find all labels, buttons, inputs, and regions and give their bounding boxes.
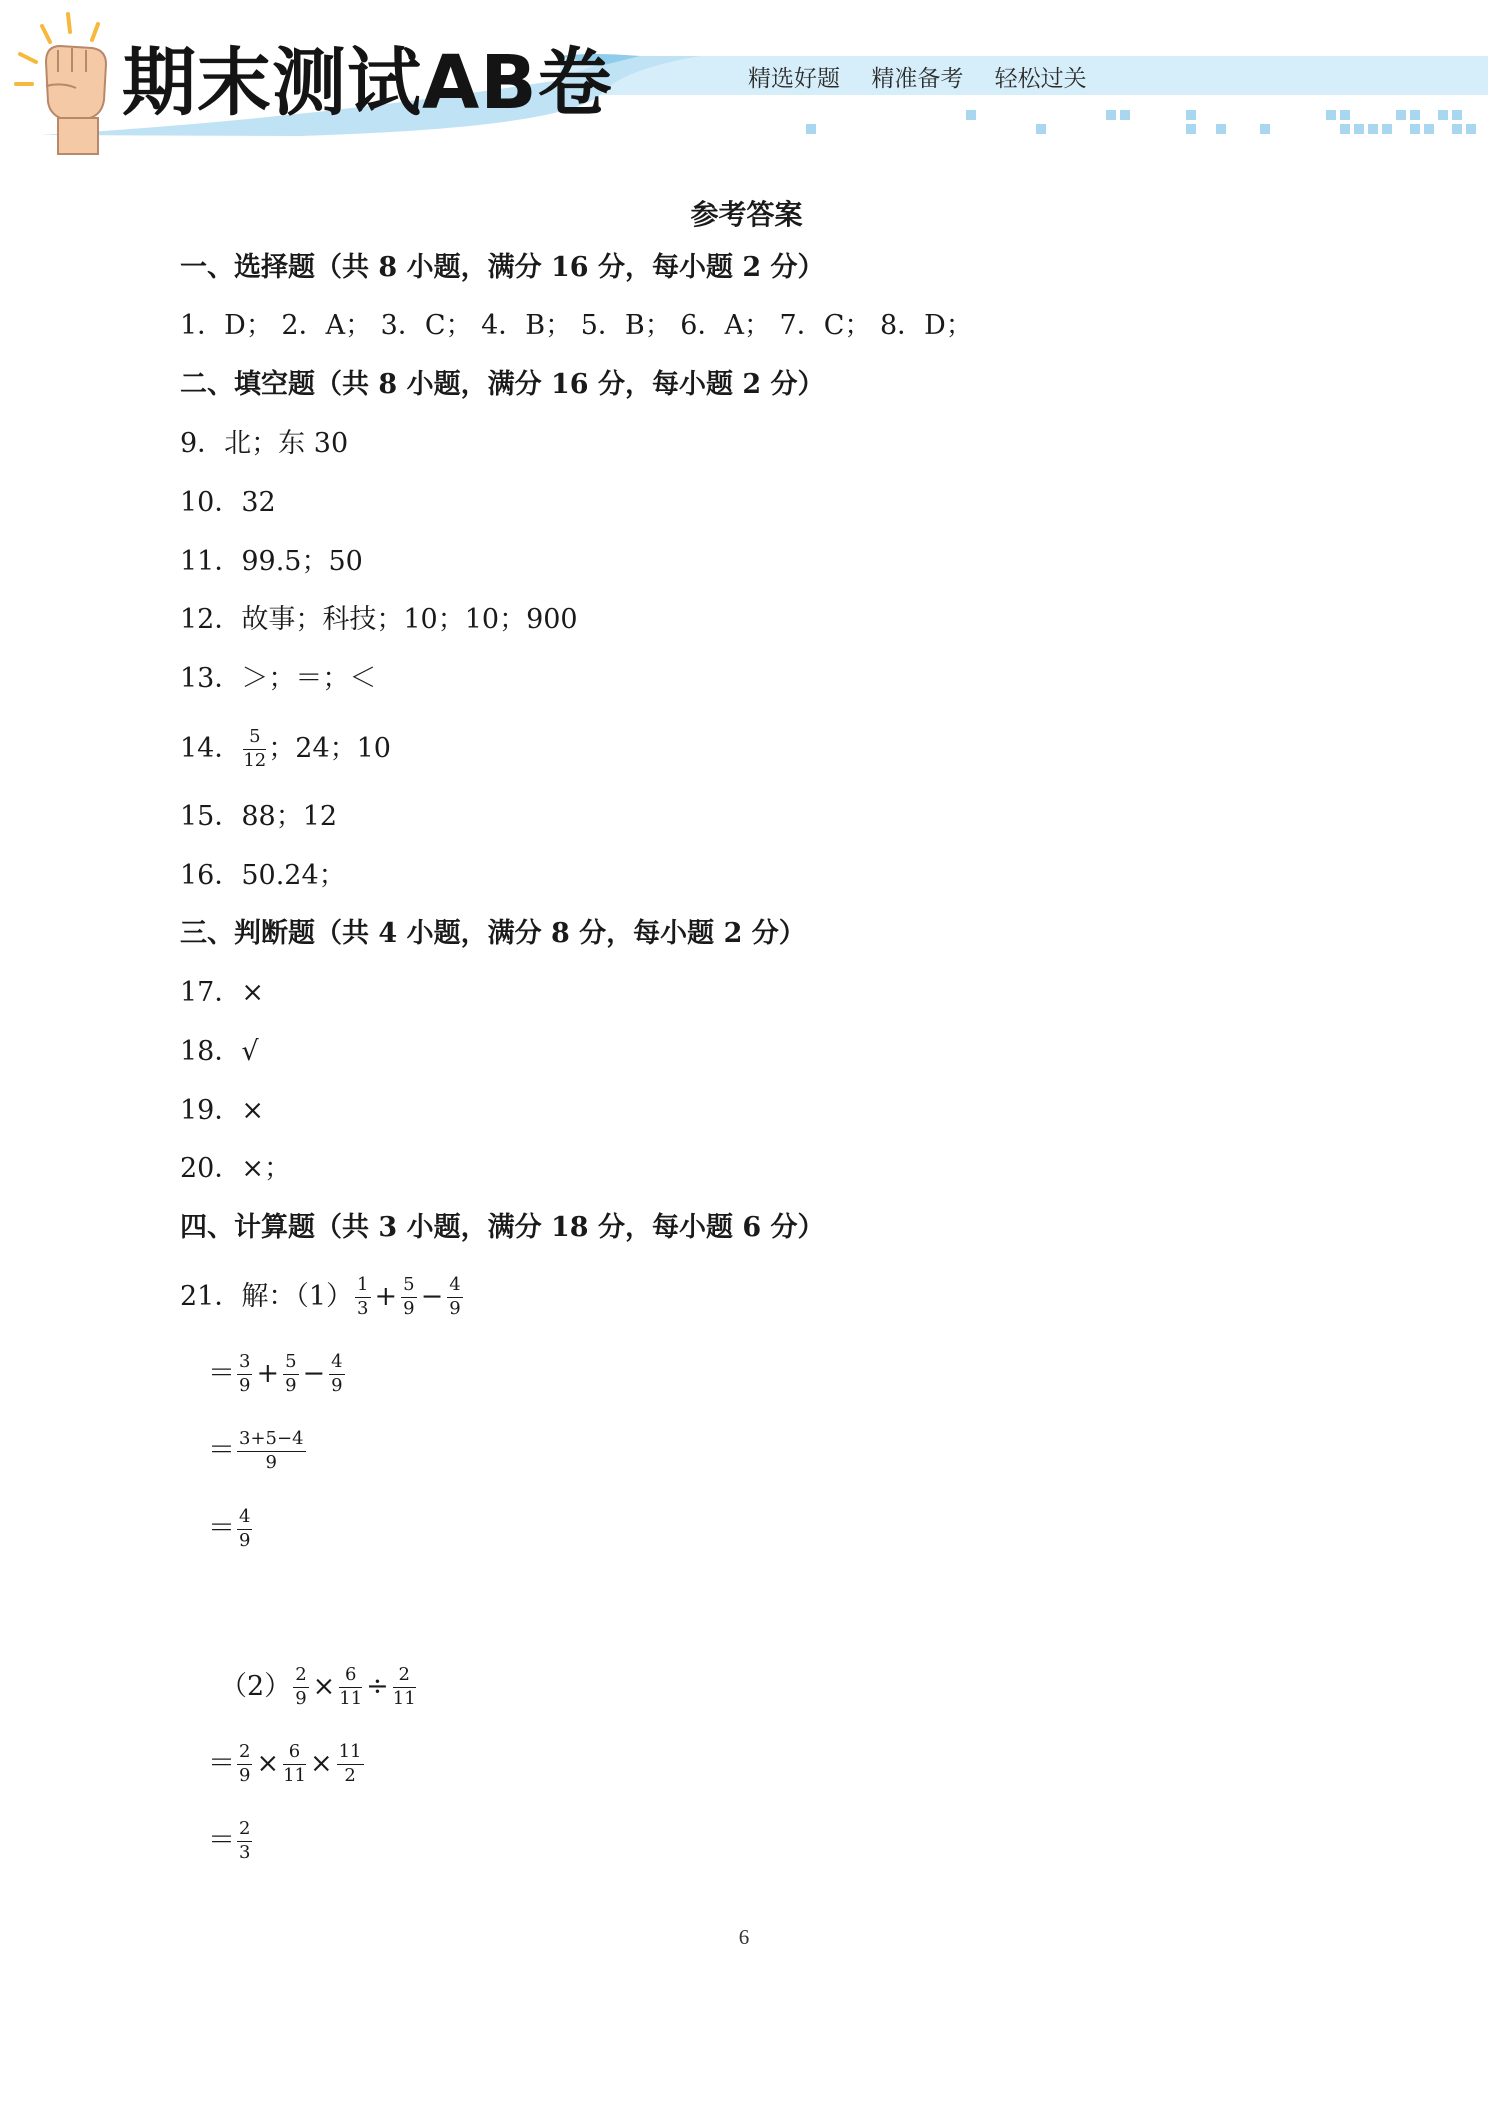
fraction-numerator: 2 [393,1666,416,1688]
fraction-numerator: 3+5−4 [237,1430,306,1452]
fraction [237,1430,306,1473]
fraction-denominator: 9 [239,1374,251,1396]
answer-q12: 12．故事；科技；10；10；900 [180,604,578,635]
answer-q10: 10．32 [180,487,276,518]
answer-q9: 9．北；东 30 [180,428,349,459]
page-number: 6 [738,1925,750,1949]
fraction [339,1666,362,1709]
document-title: 参考答案 [690,198,803,231]
fraction [329,1353,344,1396]
fraction [283,1353,298,1396]
fraction-numerator: 5 [283,1353,298,1375]
answer-q14-rest: ；24；10 [268,732,391,764]
q21-prefix: 21．解：（1） [180,1280,354,1312]
answer-q16: 16．50.24； [180,860,346,891]
fraction-numerator: 5 [243,728,266,750]
equals-sign: ＝ [208,1824,235,1856]
fraction-denominator: 9 [403,1297,415,1319]
slogan-1: 精选好题 [748,66,840,92]
section-heading-calculation: 四、计算题（共 3 小题，满分 18 分，每小题 6 分） [180,1212,825,1243]
fraction-numerator: 4 [329,1353,344,1375]
fraction-denominator: 2 [344,1764,356,1786]
plus-sign: + [374,1280,398,1312]
fraction-denominator: 3 [239,1841,251,1863]
times-sign: × [256,1747,280,1779]
slogan-3: 轻松过关 [994,66,1087,92]
fraction-denominator: 9 [331,1374,343,1396]
fraction [237,1820,252,1863]
banner-title: 期末测试AB卷 [122,40,613,126]
answer-q11: 11．99.5；50 [180,546,363,577]
q21-part2-step1 [208,1743,366,1786]
fraction [337,1743,364,1786]
section-heading-judgement: 三、判断题（共 4 小题，满分 8 分，每小题 2 分） [180,918,806,949]
answer-q18: 18．√ [180,1036,259,1067]
fraction-numerator: 6 [339,1666,362,1688]
q21-part1-step2 [208,1430,308,1473]
fraction [447,1276,462,1319]
equals-sign: ＝ [208,1357,235,1389]
divide-sign: ÷ [366,1670,389,1702]
fraction-denominator: 3 [357,1297,369,1319]
answer-multiple-choice: 1．D； 2．A； 3．C； 4．B； 5．B； 6．A； 7．C； 8．D； [180,310,973,341]
fraction-numerator: 6 [283,1743,306,1765]
fraction-denominator: 9 [239,1529,251,1551]
plus-sign: + [256,1357,280,1389]
answer-q15: 15．88；12 [180,801,338,832]
fraction-denominator: 11 [392,1687,416,1709]
slogan-2: 精准备考 [871,66,964,92]
answer-q17: 17．× [180,977,264,1008]
answer-q20: 20．×； [180,1153,291,1184]
q21-part1-expression [180,1276,465,1319]
fraction [393,1666,416,1709]
banner-slogans [748,60,1111,93]
answer-q13: 13．＞；＝；＜ [180,663,377,694]
minus-sign: − [420,1280,444,1312]
q21-part2-label: （2） [220,1670,292,1702]
fraction-denominator: 9 [295,1687,307,1709]
fraction-numerator: 4 [237,1508,252,1530]
minus-sign: − [302,1357,326,1389]
fraction-numerator: 3 [237,1353,252,1375]
q21-part2-expression [220,1666,418,1709]
fraction-denominator: 9 [285,1374,297,1396]
fraction-numerator: 2 [237,1820,252,1842]
section-heading-fill: 二、填空题（共 8 小题，满分 16 分，每小题 2 分） [180,369,825,400]
fraction-numerator: 11 [337,1743,364,1765]
fraction-numerator: 1 [355,1276,370,1298]
fraction [237,1743,252,1786]
fraction [401,1276,416,1319]
fraction-denominator: 12 [243,749,267,771]
answer-q14-prefix: 14． [180,732,242,764]
times-sign: × [312,1670,336,1702]
answer-q19: 19．× [180,1095,264,1126]
equals-sign: ＝ [208,1434,235,1466]
fraction-numerator: 4 [447,1276,462,1298]
fraction-denominator: 11 [283,1764,306,1786]
fraction-denominator: 9 [449,1297,461,1319]
fraction [355,1276,370,1319]
fraction-denominator: 11 [339,1687,363,1709]
fraction [237,1353,252,1396]
fraction-denominator: 9 [239,1764,251,1786]
answer-q14 [180,728,391,771]
fraction [293,1666,308,1709]
section-heading-choice: 一、选择题（共 8 小题，满分 16 分，每小题 2 分） [180,252,825,283]
q21-part1-result [208,1508,254,1551]
fraction-numerator: 2 [293,1666,308,1688]
fraction-numerator: 5 [401,1276,416,1298]
fraction-denominator: 9 [265,1451,277,1473]
times-sign: × [309,1747,333,1779]
equals-sign: ＝ [208,1747,235,1779]
fraction-numerator: 2 [237,1743,252,1765]
q21-part2-result [208,1820,254,1863]
fraction [243,728,266,771]
equals-sign: ＝ [208,1512,235,1544]
fraction [283,1743,306,1786]
q21-part1-step1 [208,1353,347,1396]
header-banner [0,0,1488,160]
fraction [237,1508,252,1551]
raised-fist-icon [6,2,116,157]
